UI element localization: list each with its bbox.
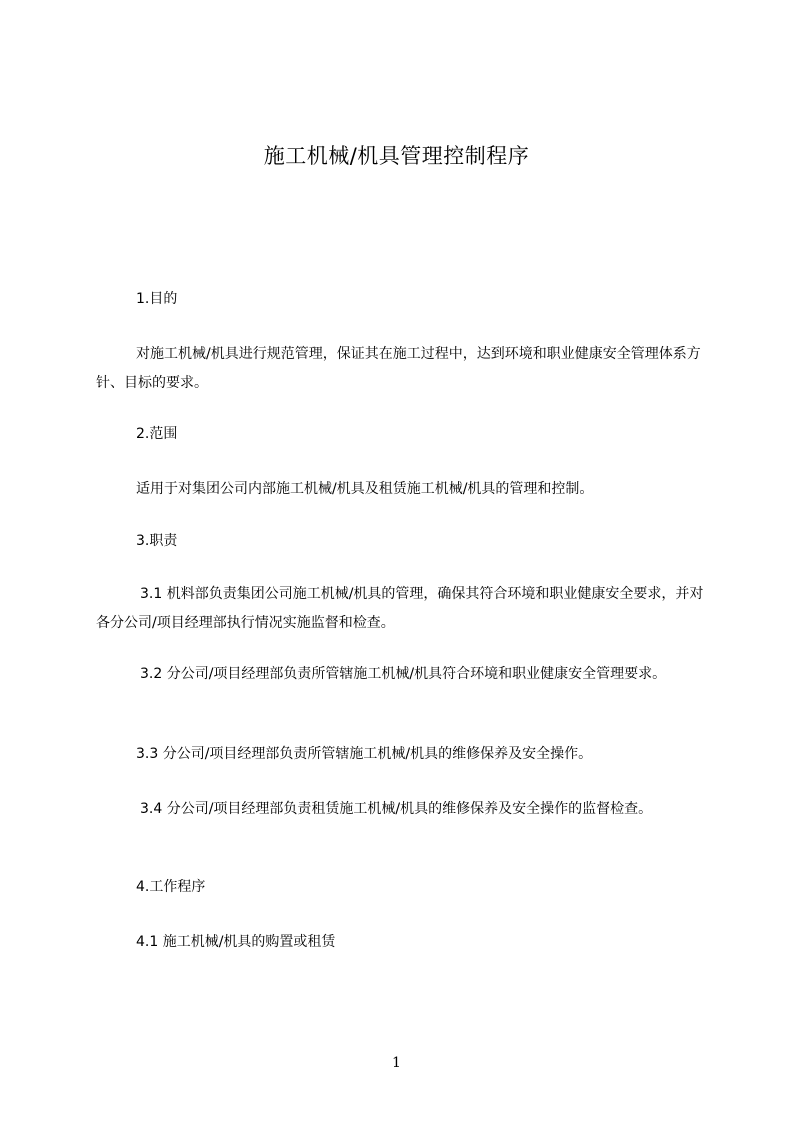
- section-heading-duties: 3.职责: [136, 533, 178, 549]
- page-number: 1: [392, 1055, 401, 1071]
- duty-item-3-1: 3.1 机料部负责集团公司施工机械/机具的管理，确保其符合环境和职业健康安全要求，并对各分公司/项目经理部执行情况实施监督和检查。: [96, 586, 704, 631]
- page-title: 施工机械/机具管理控制程序: [263, 144, 530, 168]
- duty-item-3-3: 3.3 分公司/项目经理部负责所管辖施工机械/机具的维修保养及安全操作。: [136, 746, 593, 762]
- section-body-purpose: 对施工机械/机具进行规范管理，保证其在施工过程中，达到环境和职业健康安全管理体系方针、目标的要求。: [96, 346, 701, 391]
- section-heading-purpose: 1.目的: [136, 291, 178, 307]
- section-heading-scope: 2.范围: [136, 426, 178, 442]
- procedure-item-4-1: 4.1 施工机械/机具的购置或租赁: [136, 934, 336, 950]
- section-body-scope: 适用于对集团公司内部施工机械/机具及租赁施工机械/机具的管理和控制。: [136, 481, 594, 497]
- section-heading-procedure: 4.工作程序: [136, 879, 206, 895]
- duty-item-3-2: 3.2 分公司/项目经理部负责所管辖施工机械/机具符合环境和职业健康安全管理要求。: [140, 666, 667, 682]
- duty-item-3-4: 3.4 分公司/项目经理部负责租赁施工机械/机具的维修保养及安全操作的监督检查。: [140, 801, 653, 817]
